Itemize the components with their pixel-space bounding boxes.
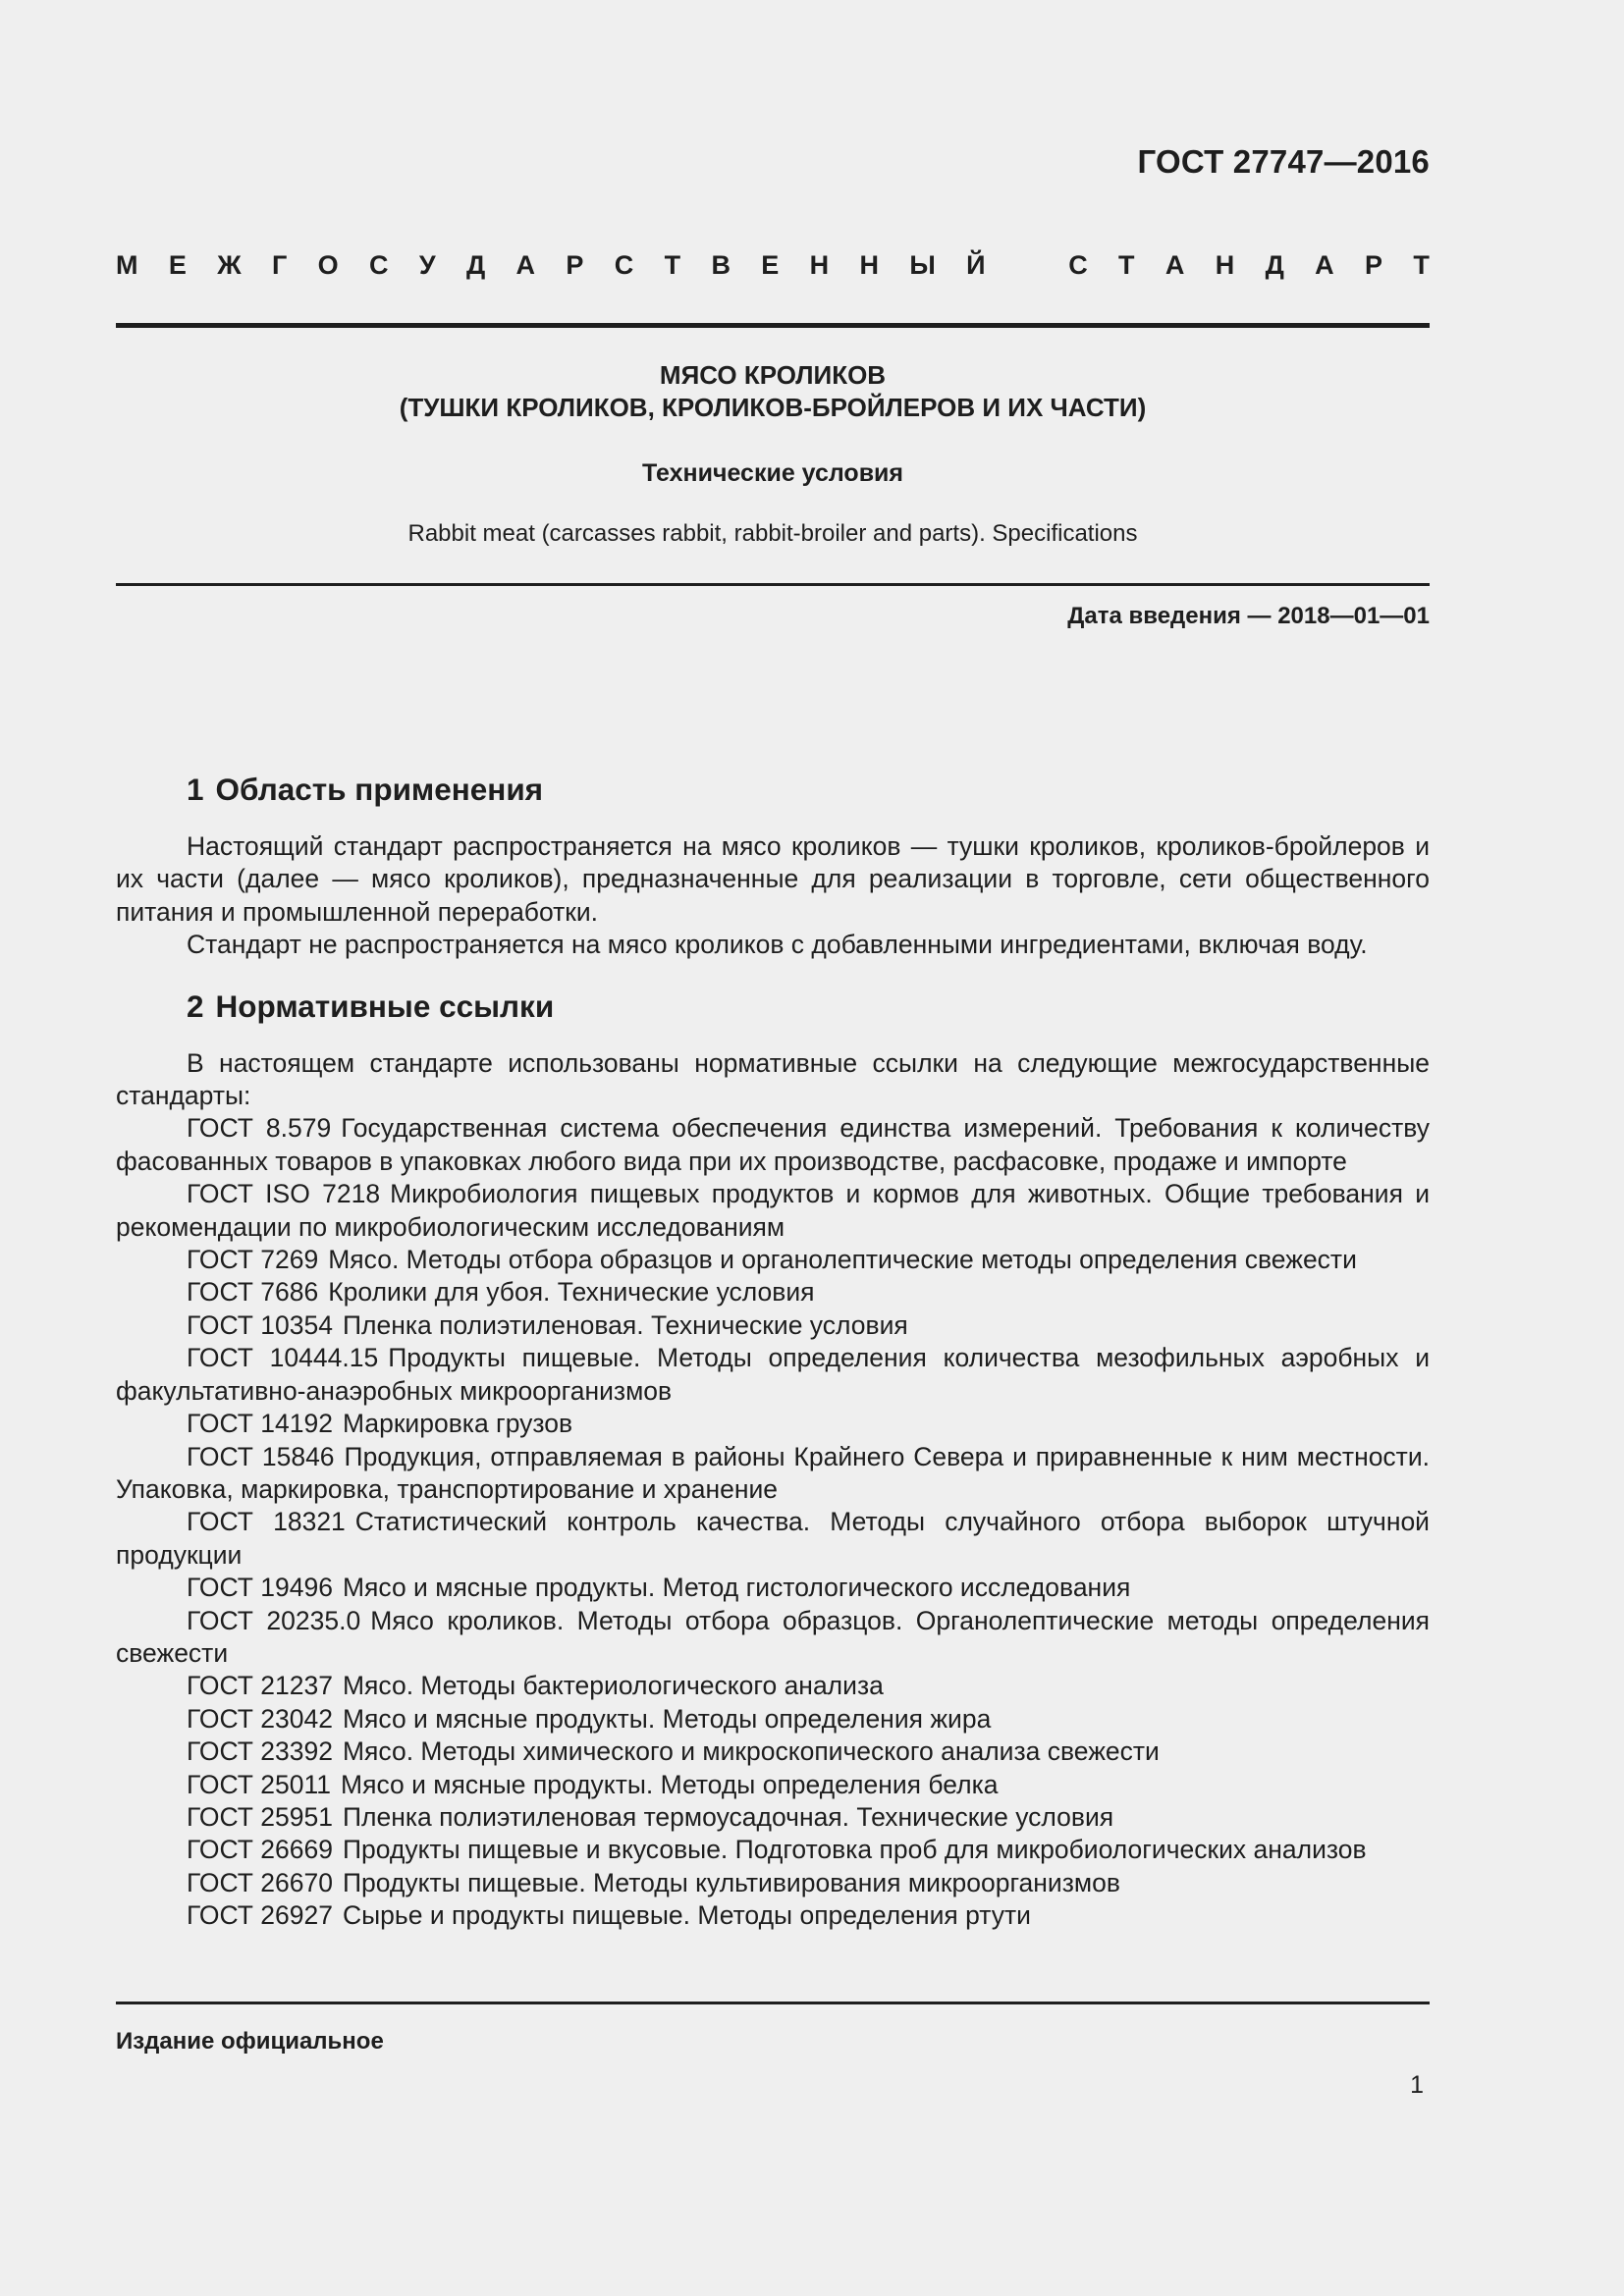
banner-letter: Е: [761, 250, 780, 280]
reference-code: ГОСТ 25951: [187, 1801, 333, 1832]
banner-letter: О: [317, 250, 339, 280]
banner-word-gap: [1016, 250, 1038, 281]
reference-item: [116, 1735, 1430, 1768]
reference-item: [116, 1244, 1430, 1276]
banner-letter: Н: [859, 250, 879, 280]
reference-item: [116, 1605, 1430, 1671]
reference-code: ГОСТ ISO 7218: [187, 1179, 381, 1209]
reference-title: Маркировка грузов: [342, 1409, 573, 1439]
reference-code: ГОСТ 14192: [187, 1409, 333, 1439]
reference-item: [116, 1342, 1430, 1408]
reference-title: Продукты пищевые и вкусовые. Подготовка проб для микробиологических анализов: [342, 1835, 1367, 1865]
title-line-2: (ТУШКИ КРОЛИКОВ, КРОЛИКОВ-БРОЙЛЕРОВ И ИХ ЧАСТИ): [399, 393, 1147, 422]
reference-item: [116, 1769, 1430, 1801]
banner-letter: В: [711, 250, 731, 280]
reference-title: Статистический контроль качества. Методы случайного отбора выборок штучной продукции: [116, 1507, 1430, 1570]
reference-code: ГОСТ 8.579: [187, 1113, 332, 1144]
reference-code: ГОСТ 10444.15: [187, 1343, 379, 1373]
section-number: 1: [187, 772, 204, 807]
reference-code: ГОСТ 23392: [187, 1736, 333, 1767]
banner-letter: Т: [1118, 250, 1135, 280]
reference-code: ГОСТ 10354: [187, 1309, 333, 1340]
banner-letter: Й: [966, 250, 986, 280]
reference-title: Мясо. Методы бактериологического анализа: [342, 1671, 884, 1701]
normative-references-list: [116, 1112, 1430, 1932]
title-line-1: МЯСО КРОЛИКОВ: [659, 360, 887, 390]
reference-title: Государственная система обеспечения единства измерений. Требования к количеству фасованных товаров в упаковках любого вида при их производстве, расфасовке, продаже и импорте: [116, 1113, 1430, 1176]
document-body: [116, 769, 1430, 1933]
banner-letter: М: [116, 250, 138, 280]
document-page: [116, 0, 1430, 2296]
reference-title: Продукция, отправляемая в районы Крайнего Севера и приравненные к ним местности. Упаковка, маркировка, транспортирование и хранение: [116, 1441, 1430, 1504]
reference-code: ГОСТ 25011: [187, 1769, 332, 1799]
reference-title: Мясо кроликов. Методы отбора образцов. Органолептические методы определения свежести: [116, 1605, 1430, 1668]
reference-item: [116, 1899, 1430, 1932]
banner-letter: Ы: [909, 250, 936, 280]
page-number: 1: [1410, 2071, 1424, 2099]
reference-item: [116, 1178, 1430, 1244]
reference-title: Мясо и мясные продукты. Методы определения белка: [341, 1769, 999, 1799]
banner-letter: Р: [566, 250, 584, 280]
reference-item: [116, 1834, 1430, 1866]
banner-letter: С: [368, 250, 389, 280]
official-edition-label: Издание официальное: [116, 2028, 384, 2055]
section-title: Нормативные ссылки: [215, 988, 555, 1024]
english-title: Rabbit meat (carcasses rabbit, rabbit-broiler and parts). Specifications: [407, 520, 1138, 547]
section-title: Область применения: [215, 772, 544, 807]
reference-code: ГОСТ 26669: [187, 1835, 333, 1865]
reference-title: Мясо и мясные продукты. Методы определения жира: [342, 1703, 992, 1734]
banner-letter: Д: [1265, 250, 1284, 280]
banner-letter: Д: [465, 250, 486, 280]
footer-divider: [116, 2002, 1430, 2004]
reference-item: [116, 1801, 1430, 1834]
reference-item: [116, 1112, 1430, 1178]
reference-code: ГОСТ 19496: [187, 1573, 333, 1603]
section-1-heading: [187, 769, 1430, 810]
introduction-date: Дата введения — 2018—01—01: [1067, 603, 1430, 629]
reference-item: [116, 1309, 1430, 1342]
paragraph: Стандарт не распространяется на мясо кроликов с добавленными ингредиентами, включая воду.: [187, 930, 1368, 960]
banner-letter: Т: [1413, 250, 1430, 280]
reference-code: ГОСТ 20235.0: [187, 1605, 361, 1635]
paragraph: Настоящий стандарт распространяется на мясо кроликов — тушки кроликов, кроликов-бройлеров и их части (далее — мясо кроликов), предназначенные для реализации в торговле, сети общественного питания и промышленной переработки.: [116, 831, 1430, 927]
reference-item: [116, 1441, 1430, 1507]
reference-title: Кролики для убоя. Технические условия: [328, 1277, 815, 1308]
document-subtitle: Технические условия: [641, 459, 904, 487]
banner-letter: Н: [1215, 250, 1235, 280]
banner-letter: Т: [664, 250, 681, 280]
document-code: ГОСТ 27747—2016: [1137, 143, 1430, 180]
reference-item: [116, 1670, 1430, 1702]
reference-item: [116, 1506, 1430, 1572]
reference-code: ГОСТ 18321: [187, 1507, 346, 1537]
reference-code: ГОСТ 15846: [187, 1441, 335, 1471]
reference-title: Мясо. Методы химического и микроскопического анализа свежести: [342, 1736, 1160, 1767]
reference-item: [116, 1703, 1430, 1735]
document-title: [116, 359, 1430, 424]
reference-item: [116, 1572, 1430, 1604]
banner-letter: У: [418, 250, 436, 280]
reference-title: Микробиология пищевых продуктов и кормов для животных. Общие требования и рекомендации по микробиологическим исследованиям: [116, 1179, 1430, 1242]
reference-item: [116, 1276, 1430, 1308]
banner-letter: С: [1068, 250, 1088, 280]
banner-letter: Г: [271, 250, 288, 280]
reference-code: ГОСТ 23042: [187, 1703, 333, 1734]
banner-letter: Н: [809, 250, 830, 280]
interstate-standard-banner: [116, 250, 1430, 281]
paragraph: В настоящем стандарте использованы нормативные ссылки на следующие межгосударственные стандарты:: [116, 1047, 1430, 1111]
reference-title: Продукты пищевые. Методы культивирования микроорганизмов: [342, 1867, 1120, 1897]
reference-code: ГОСТ 26927: [187, 1900, 333, 1931]
reference-title: Сырье и продукты пищевые. Методы определения ртути: [342, 1900, 1031, 1931]
banner-letter: Е: [168, 250, 187, 280]
title-divider: [116, 583, 1430, 586]
section-number: 2: [187, 988, 204, 1024]
banner-letter: А: [1164, 250, 1185, 280]
banner-letter: С: [614, 250, 634, 280]
reference-title: Пленка полиэтиленовая термоусадочная. Технические условия: [342, 1801, 1114, 1832]
banner-letter: А: [515, 250, 536, 280]
reference-code: ГОСТ 21237: [187, 1671, 333, 1701]
banner-letter: Ж: [217, 250, 242, 280]
reference-code: ГОСТ 7686: [187, 1277, 319, 1308]
banner-letter: А: [1315, 250, 1334, 280]
reference-code: ГОСТ 26670: [187, 1867, 333, 1897]
banner-letter: Р: [1365, 250, 1383, 280]
reference-title: Мясо. Методы отбора образцов и органолептические методы определения свежести: [328, 1245, 1357, 1275]
reference-item: [116, 1408, 1430, 1440]
reference-title: Пленка полиэтиленовая. Технические условия: [342, 1309, 908, 1340]
header-divider: [116, 323, 1430, 328]
reference-item: [116, 1867, 1430, 1899]
reference-title: Продукты пищевые. Методы определения количества мезофильных аэробных и факультативно-анаэробных микроорганизмов: [116, 1343, 1430, 1406]
reference-code: ГОСТ 7269: [187, 1245, 319, 1275]
section-2-heading: [187, 986, 1430, 1027]
reference-title: Мясо и мясные продукты. Метод гистологического исследования: [342, 1573, 1131, 1603]
